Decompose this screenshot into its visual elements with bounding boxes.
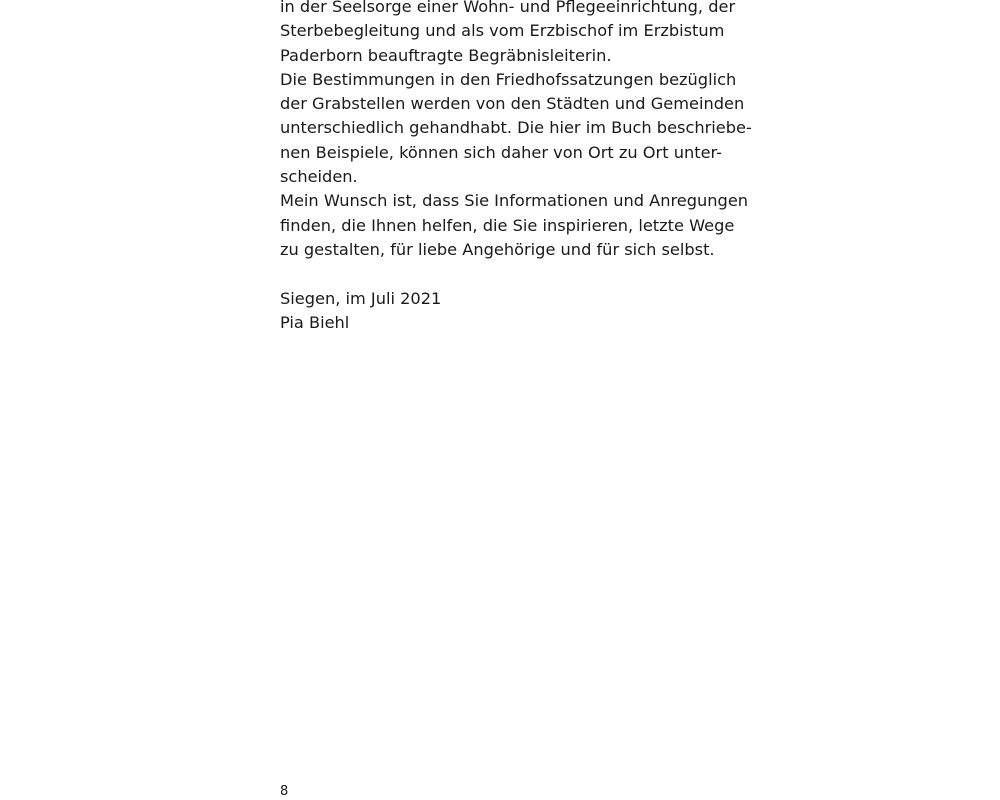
page-number: 8	[280, 784, 289, 799]
text-line: finden, die Ihnen helfen, die Sie inspirieren, letzte Wege	[280, 215, 735, 235]
text-line: zu gestalten, für liebe Angehörige und für sich selbst.	[280, 239, 715, 259]
text-line: Sterbebegleitung und als vom Erzbischof im Erzbistum	[280, 21, 725, 41]
text-line: nen Beispiele, können sich daher von Ort zu Ort unter-	[280, 142, 722, 162]
place-date: Siegen, im Juli 2021	[280, 288, 442, 308]
blank-line	[280, 262, 716, 286]
page-body	[280, 0, 752, 335]
paragraph-seelsorge	[280, 0, 736, 68]
paragraph-friedhofssatzungen	[280, 68, 752, 189]
signature-block	[280, 287, 716, 336]
text-line: Die Bestimmungen in den Friedhofssatzungen bezüglich	[280, 69, 737, 89]
text-line: der Grabstellen werden von den Städten und Gemeinden	[280, 94, 745, 114]
text-line: scheiden.	[280, 167, 358, 187]
author-name: Pia Biehl	[280, 312, 350, 332]
text-line: unterschiedlich gehandhabt. Die hier im Buch beschriebe-	[280, 118, 752, 138]
text-line: in der Seelsorge einer Wohn- und Pflegeeinrichtung, der	[280, 0, 736, 16]
paragraph-wunsch	[280, 189, 749, 262]
text-line: Mein Wunsch ist, dass Sie Informationen und Anregungen	[280, 191, 749, 211]
text-line: Paderborn beauftragte Begräbnisleiterin.	[280, 45, 612, 65]
